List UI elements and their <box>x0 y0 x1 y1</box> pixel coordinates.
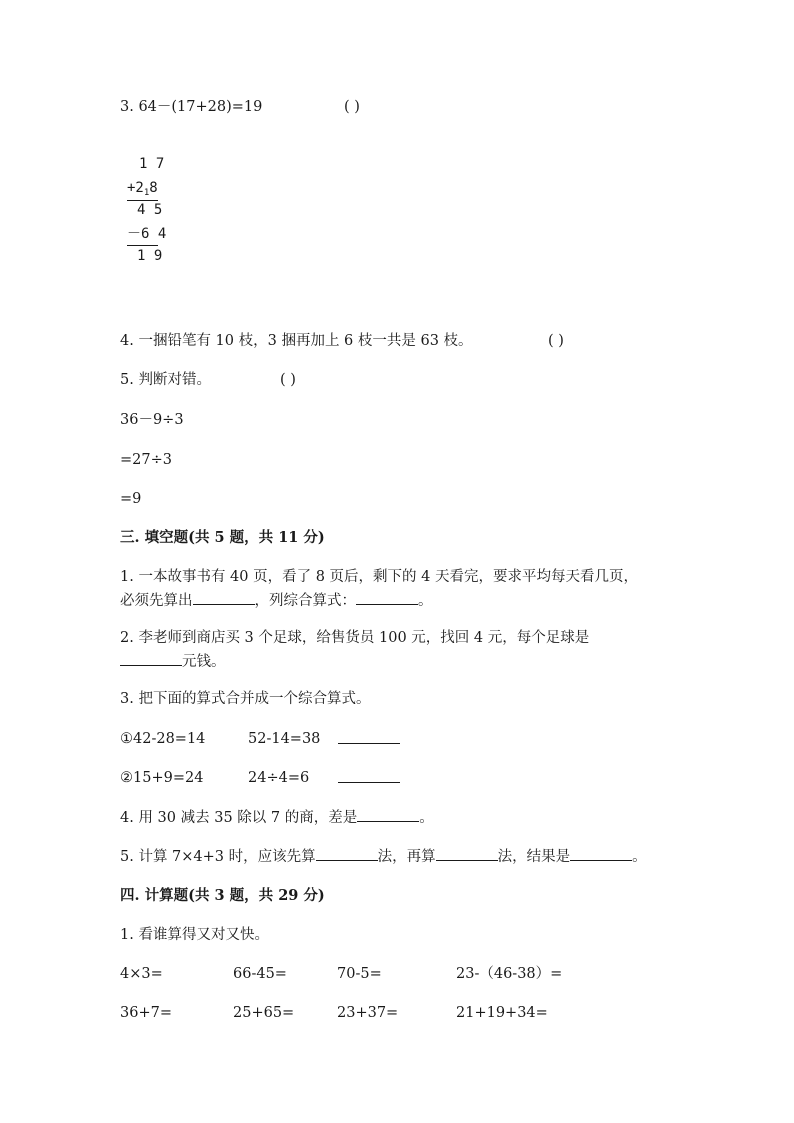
fill-q3-row-1-blank-wrap <box>338 729 400 750</box>
calc-row-2-item-2: 25+65= <box>233 1005 295 1021</box>
vertical-line-2 <box>127 245 158 246</box>
fill-q3-row-1-expr-2: 52-14=38 <box>248 731 321 747</box>
calc-row-2-item-4: 21+19+34= <box>456 1005 548 1021</box>
fill-q5-text-c: 法，结果是 <box>497 849 571 865</box>
fill-question-2-line-1: 2. 李老师到商店买 3 个足球，给售货员 100 元，找回 4 元，每个足球是 <box>120 630 590 646</box>
vertical-row-2-suffix: 8 <box>149 180 158 196</box>
fill-q5-blank-1[interactable] <box>316 846 378 861</box>
fill-q5-text-d: 。 <box>632 849 647 865</box>
vertical-carry-mark: 1 <box>143 188 150 198</box>
calc-row-1-item-3: 70-5= <box>337 966 382 982</box>
fill-q4-text-b: 。 <box>419 810 434 826</box>
fill-question-1-line-1: 1. 一本故事书有 40 页，看了 8 页后，剩下的 4 天看完，要求平均每天看几页， <box>120 569 638 585</box>
fill-q5-blank-3[interactable] <box>570 846 632 861</box>
fill-q3-blank-1[interactable] <box>338 729 400 744</box>
fill-q5-blank-2[interactable] <box>436 846 498 861</box>
tf-question-5: 5. 判断对错。 <box>120 372 211 388</box>
tf-question-4-answer-paren[interactable]: ( ) <box>548 333 564 349</box>
tf-question-3-text: 3. 64－(17+28)=19 <box>120 99 263 115</box>
fill-q1-text-b: ，列综合算式： <box>254 593 356 609</box>
fill-q4-blank[interactable] <box>357 807 419 822</box>
fill-q2-blank[interactable] <box>120 651 182 666</box>
fill-q5-text-b: 法，再算 <box>377 849 436 865</box>
fill-q1-blank-2[interactable] <box>356 590 418 605</box>
calc-row-2-item-3: 23+37= <box>337 1005 399 1021</box>
vertical-calculation <box>127 155 167 265</box>
fill-q3-row-2-expr-2: 24÷4=6 <box>248 770 310 786</box>
fill-question-4 <box>120 807 434 828</box>
section-fill-title: 三. 填空题(共 5 题，共 11 分) <box>120 529 325 546</box>
fill-question-1-line-2 <box>120 590 433 611</box>
fill-q3-row-2-blank-wrap <box>338 768 400 789</box>
vertical-row-2-prefix: +2 <box>127 180 144 196</box>
calc-row-1-item-4: 23-（46-38）= <box>456 966 563 982</box>
fill-q2-text: 元钱。 <box>182 654 226 670</box>
tf-question-4: 4. 一捆铅笔有 10 枝，3 捆再加上 6 枝一共是 63 枝。 <box>120 333 473 349</box>
tf-q5-line-2: =27÷3 <box>120 452 172 468</box>
vertical-row-1: 1 7 <box>139 156 165 172</box>
fill-q4-text-a: 4. 用 30 减去 35 除以 7 的商，差是 <box>120 810 358 826</box>
section-calc-title: 四. 计算题(共 3 题，共 29 分) <box>120 887 325 904</box>
fill-q1-text-c: 。 <box>418 593 433 609</box>
vertical-row-4: －6 4 <box>127 226 167 242</box>
calc-row-2-item-1: 36+7= <box>120 1005 172 1021</box>
calc-question-1-title: 1. 看谁算得又对又快。 <box>120 927 269 943</box>
vertical-row-5: 1 9 <box>137 248 163 264</box>
tf-q5-line-1: 36－9÷3 <box>120 412 184 428</box>
tf-question-3 <box>120 97 262 117</box>
tf-question-3-answer-paren[interactable]: ( ) <box>344 99 360 115</box>
fill-q1-text-a: 必须先算出 <box>120 593 193 609</box>
fill-q3-row-2-expr-1: ②15+9=24 <box>120 770 204 786</box>
tf-q5-line-3: =9 <box>120 491 142 507</box>
vertical-row-2 <box>127 179 158 199</box>
fill-q3-row-1-expr-1: ①42-28=14 <box>120 731 206 747</box>
calc-row-1-item-2: 66-45= <box>233 966 287 982</box>
fill-question-2-line-2 <box>120 651 226 672</box>
fill-question-5 <box>120 846 647 867</box>
fill-question-3-title: 3. 把下面的算式合并成一个综合算式。 <box>120 691 371 707</box>
tf-question-5-answer-paren[interactable]: ( ) <box>280 372 296 388</box>
fill-q3-blank-2[interactable] <box>338 768 400 783</box>
calc-row-1-item-1: 4×3= <box>120 966 163 982</box>
fill-q5-text-a: 5. 计算 7×4+3 时，应该先算 <box>120 849 316 865</box>
vertical-row-3: 4 5 <box>137 202 163 218</box>
fill-q1-blank-1[interactable] <box>193 590 255 605</box>
